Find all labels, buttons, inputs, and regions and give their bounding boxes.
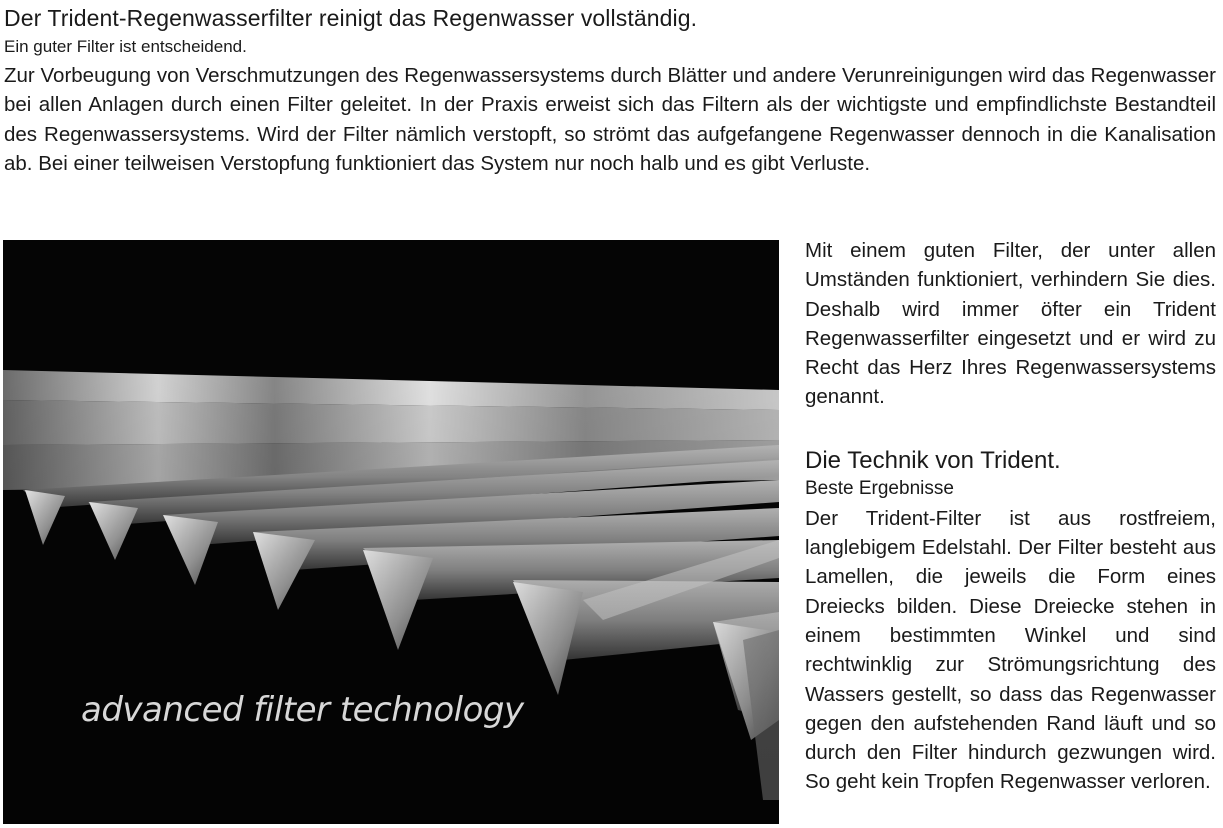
sidebar-text xyxy=(805,236,1216,797)
steel-lamellae-illustration xyxy=(3,240,779,824)
intro-paragraph: Zur Vorbeugung von Verschmutzungen des Regenwassersystems durch Blätter und andere Verunreinigungen wird das Regenwasser bei allen Anlagen durch einen Filter geleitet. In der Praxis erweist sich das Filtern als der wichtigste und empfindlichste Bestandteil des Regenwassersystems. Wird der Filter nämlich verstopft, so strömt das aufgefangene Regenwasser dennoch in die Kanalisation ab. Bei einer teilweisen Verstopfung funktioniert das System nur noch halb und es gibt Verluste. xyxy=(4,64,1216,175)
filter-photo xyxy=(3,240,779,824)
section-heading: Die Technik von Trident. xyxy=(805,446,1061,474)
sidebar-paragraph-1: Mit einem guten Filter, der unter allen Umständen funktioniert, verhindern Sie dies. Deshalb wird immer öfter ein Trident Regenwasserfilter eingesetzt und er wird zu Recht das Herz Ihres Regenwassersystems genannt. xyxy=(805,239,1216,409)
photo-caption: advanced filter technology xyxy=(81,690,524,730)
section-subheading: Beste Ergebnisse xyxy=(805,477,954,499)
sidebar-paragraph-2: Der Trident-Filter ist aus rostfreiem, langlebigem Edelstahl. Der Filter besteht aus Lamellen, die jeweils die Form eines Dreiecks bilden. Diese Dreiecke stehen in einem bestimmten Winkel und sind rechtwinklig zur Strömungsrichtung des Wassers gestellt, so dass das Regenwasser gegen den aufstehenden Rand läuft und so durch den Filter hindurch gezwungen wird. So geht kein Tropfen Regenwasser verloren. xyxy=(805,506,1216,794)
page-subtitle: Ein guter Filter ist entscheidend. xyxy=(4,37,247,56)
page-title: Der Trident-Regenwasserfilter reinigt das Regenwasser vollständig. xyxy=(4,5,698,31)
